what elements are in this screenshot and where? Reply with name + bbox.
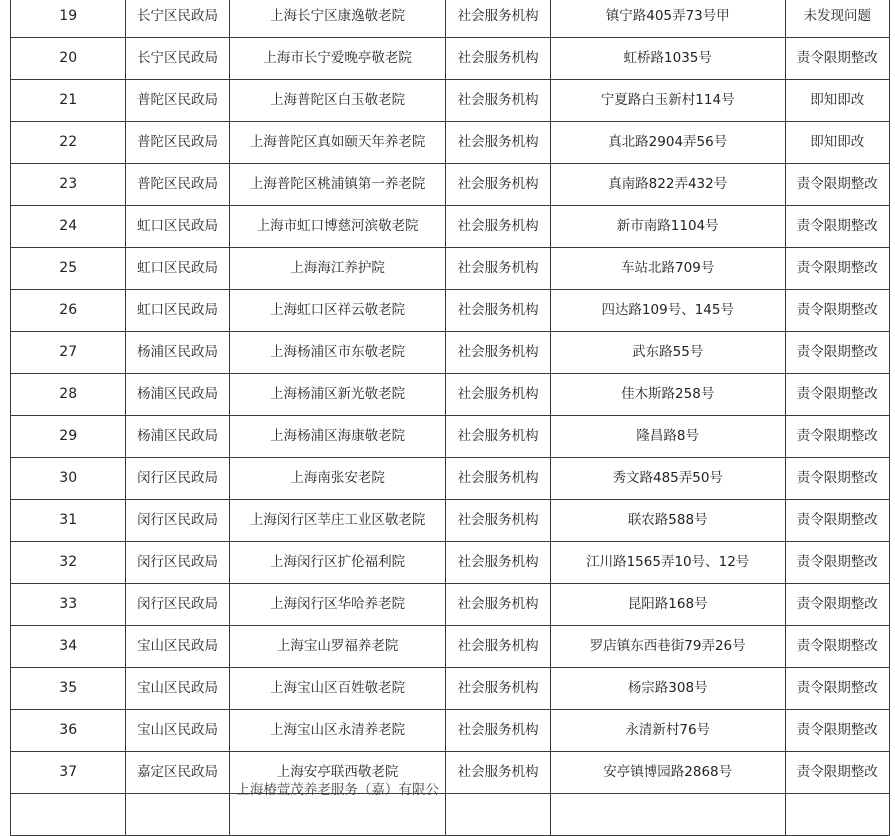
- cell-inspection-result: 责令限期整改: [785, 668, 889, 710]
- table-row: [11, 248, 890, 290]
- cell-inspection-result: 责令限期整改: [785, 290, 889, 332]
- partial-name-text: 上海椿萱茂养老服务（嘉）有限公: [236, 782, 439, 799]
- cell-bureau: 虹口区民政局: [126, 290, 229, 332]
- cell-inspection-result: 责令限期整改: [785, 332, 889, 374]
- cell-inspection-result: 责令限期整改: [785, 500, 889, 542]
- cell-institution-type: 社会服务机构: [446, 500, 550, 542]
- table-body: [11, 0, 890, 836]
- cell-address: 镇宁路405弄73号甲: [550, 0, 785, 38]
- cell-institution-name: 上海闵行区华哈养老院: [229, 584, 446, 626]
- cell-address: 真南路822弄432号: [550, 164, 785, 206]
- cell-inspection-result: 责令限期整改: [785, 206, 889, 248]
- cell-address: 江川路1565弄10号、12号: [550, 542, 785, 584]
- cell-row-number: 22: [11, 122, 126, 164]
- cell-bureau: 虹口区民政局: [126, 248, 229, 290]
- cell-institution-name: 上海南张安老院: [229, 458, 446, 500]
- cell-institution-type: 社会服务机构: [446, 248, 550, 290]
- cell-inspection-result: 责令限期整改: [785, 38, 889, 80]
- cell-address: 联农路588号: [550, 500, 785, 542]
- cell-inspection-result: 责令限期整改: [785, 248, 889, 290]
- cell-row-number: 30: [11, 458, 126, 500]
- cell-bureau: 杨浦区民政局: [126, 332, 229, 374]
- cell-inspection-result: 责令限期整改: [785, 542, 889, 584]
- cell-row-number: 28: [11, 374, 126, 416]
- cell-bureau: 闵行区民政局: [126, 542, 229, 584]
- cell-institution-type: 社会服务机构: [446, 290, 550, 332]
- cell-address: 隆昌路8号: [550, 416, 785, 458]
- cell-institution-name: 上海宝山罗福养老院: [229, 626, 446, 668]
- table-row: [11, 752, 890, 794]
- cell-institution-name: 上海宝山区永清养老院: [229, 710, 446, 752]
- cell-institution-name: 上海市虹口博慈河滨敬老院: [229, 206, 446, 248]
- cell-institution-name: 上海长宁区康逸敬老院: [229, 0, 446, 38]
- cell-row-number: 37: [11, 752, 126, 794]
- cell-bureau: 杨浦区民政局: [126, 374, 229, 416]
- cell-bureau: 杨浦区民政局: [126, 416, 229, 458]
- cell-bureau: 嘉定区民政局: [126, 752, 229, 794]
- table-row: [11, 122, 890, 164]
- cell-bureau: 长宁区民政局: [126, 0, 229, 38]
- cell-inspection-result: 责令限期整改: [785, 374, 889, 416]
- cell-institution-type: 社会服务机构: [446, 416, 550, 458]
- table-row: [11, 206, 890, 248]
- cell-institution-name: 上海宝山区百姓敬老院: [229, 668, 446, 710]
- cell-institution-type: 社会服务机构: [446, 38, 550, 80]
- cell-row-number: 26: [11, 290, 126, 332]
- cell-address: 罗店镇东西巷街79弄26号: [550, 626, 785, 668]
- cell-address: 永清新村76号: [550, 710, 785, 752]
- cell-bureau: 长宁区民政局: [126, 38, 229, 80]
- cell-bureau: 宝山区民政局: [126, 710, 229, 752]
- cell-institution-type: 社会服务机构: [446, 710, 550, 752]
- cell-institution-type: 社会服务机构: [446, 122, 550, 164]
- cell-institution-type: 社会服务机构: [446, 626, 550, 668]
- cell-address: 虹桥路1035号: [550, 38, 785, 80]
- table-row: [11, 710, 890, 752]
- cell-address: 秀文路485弄50号: [550, 458, 785, 500]
- table-row: [11, 416, 890, 458]
- cell-row-number: 29: [11, 416, 126, 458]
- records-table: [10, 0, 890, 836]
- cell-row-number: 25: [11, 248, 126, 290]
- cell-row-number: 20: [11, 38, 126, 80]
- cell-institution-type: 社会服务机构: [446, 752, 550, 794]
- table-row: [11, 0, 890, 38]
- cell-address: 新市南路1104号: [550, 206, 785, 248]
- table-row: [11, 80, 890, 122]
- cell-address: 车站北路709号: [550, 248, 785, 290]
- cell-institution-name: 上海海江养护院: [229, 248, 446, 290]
- table-row: [11, 584, 890, 626]
- cell-empty: [11, 794, 126, 836]
- cell-inspection-result: 即知即改: [785, 80, 889, 122]
- cell-bureau: 普陀区民政局: [126, 80, 229, 122]
- cell-row-number: 23: [11, 164, 126, 206]
- cell-inspection-result: 责令限期整改: [785, 458, 889, 500]
- cell-inspection-result: 责令限期整改: [785, 710, 889, 752]
- table-row: [11, 542, 890, 584]
- cell-inspection-result: 责令限期整改: [785, 584, 889, 626]
- cell-address: 四达路109号、145号: [550, 290, 785, 332]
- cell-institution-type: 社会服务机构: [446, 374, 550, 416]
- cell-row-number: 27: [11, 332, 126, 374]
- cell-institution-type: 社会服务机构: [446, 80, 550, 122]
- cell-bureau: 普陀区民政局: [126, 122, 229, 164]
- table-row: [11, 626, 890, 668]
- table-row: [11, 290, 890, 332]
- table-row: [11, 500, 890, 542]
- cell-institution-type: 社会服务机构: [446, 206, 550, 248]
- cell-institution-type: 社会服务机构: [446, 458, 550, 500]
- table-row: [11, 668, 890, 710]
- cell-institution-name: 上海闵行区莘庄工业区敬老院: [229, 500, 446, 542]
- cell-institution-type: 社会服务机构: [446, 164, 550, 206]
- cell-institution-name: 上海杨浦区海康敬老院: [229, 416, 446, 458]
- cell-row-number: 35: [11, 668, 126, 710]
- cell-institution-type: 社会服务机构: [446, 0, 550, 38]
- cell-inspection-result: 责令限期整改: [785, 626, 889, 668]
- cell-bureau: 闵行区民政局: [126, 500, 229, 542]
- cell-inspection-result: 责令限期整改: [785, 752, 889, 794]
- cell-institution-name: 上海普陀区白玉敬老院: [229, 80, 446, 122]
- cell-institution-name: 上海安亭联西敬老院: [229, 752, 446, 794]
- table-row: [11, 164, 890, 206]
- cell-bureau: 闵行区民政局: [126, 584, 229, 626]
- cell-inspection-result: 即知即改: [785, 122, 889, 164]
- table-row: [11, 38, 890, 80]
- cell-address: 武东路55号: [550, 332, 785, 374]
- cell-address: 杨宗路308号: [550, 668, 785, 710]
- cell-institution-type: 社会服务机构: [446, 584, 550, 626]
- cell-address: 宁夏路白玉新村114号: [550, 80, 785, 122]
- table-row-partial: [11, 794, 890, 836]
- cell-address: 安亭镇博园路2868号: [550, 752, 785, 794]
- cell-bureau: 宝山区民政局: [126, 626, 229, 668]
- cell-row-number: 31: [11, 500, 126, 542]
- table-row: [11, 458, 890, 500]
- cell-institution-name: 上海杨浦区新光敬老院: [229, 374, 446, 416]
- cell-institution-name: 上海杨浦区市东敬老院: [229, 332, 446, 374]
- cell-bureau: 闵行区民政局: [126, 458, 229, 500]
- cell-institution-name: 上海普陀区真如颐天年养老院: [229, 122, 446, 164]
- cell-address: 昆阳路168号: [550, 584, 785, 626]
- cell-empty: [550, 794, 785, 836]
- cell-row-number: 19: [11, 0, 126, 38]
- cell-row-number: 21: [11, 80, 126, 122]
- cell-bureau: 宝山区民政局: [126, 668, 229, 710]
- cell-empty: [446, 794, 550, 836]
- cell-institution-type: 社会服务机构: [446, 332, 550, 374]
- cell-inspection-result: 责令限期整改: [785, 164, 889, 206]
- cell-row-number: 33: [11, 584, 126, 626]
- cell-institution-name: [229, 782, 446, 836]
- cell-institution-name: 上海闵行区扩伦福利院: [229, 542, 446, 584]
- cell-row-number: 34: [11, 626, 126, 668]
- cell-institution-type: 社会服务机构: [446, 542, 550, 584]
- cell-row-number: 32: [11, 542, 126, 584]
- cell-row-number: 36: [11, 710, 126, 752]
- table-row: [11, 374, 890, 416]
- cell-institution-name: 上海普陀区桃浦镇第一养老院: [229, 164, 446, 206]
- cell-empty: [785, 794, 889, 836]
- cell-inspection-result: 责令限期整改: [785, 416, 889, 458]
- cell-institution-name: 上海市长宁爱晚亭敬老院: [229, 38, 446, 80]
- cell-inspection-result: 未发现问题: [785, 0, 889, 38]
- cell-row-number: 24: [11, 206, 126, 248]
- cell-bureau: 普陀区民政局: [126, 164, 229, 206]
- cell-bureau: 虹口区民政局: [126, 206, 229, 248]
- cell-institution-type: 社会服务机构: [446, 668, 550, 710]
- table-row: [11, 332, 890, 374]
- cell-empty: [126, 794, 229, 836]
- cell-address: 真北路2904弄56号: [550, 122, 785, 164]
- cell-address: 佳木斯路258号: [550, 374, 785, 416]
- cell-institution-name: 上海虹口区祥云敬老院: [229, 290, 446, 332]
